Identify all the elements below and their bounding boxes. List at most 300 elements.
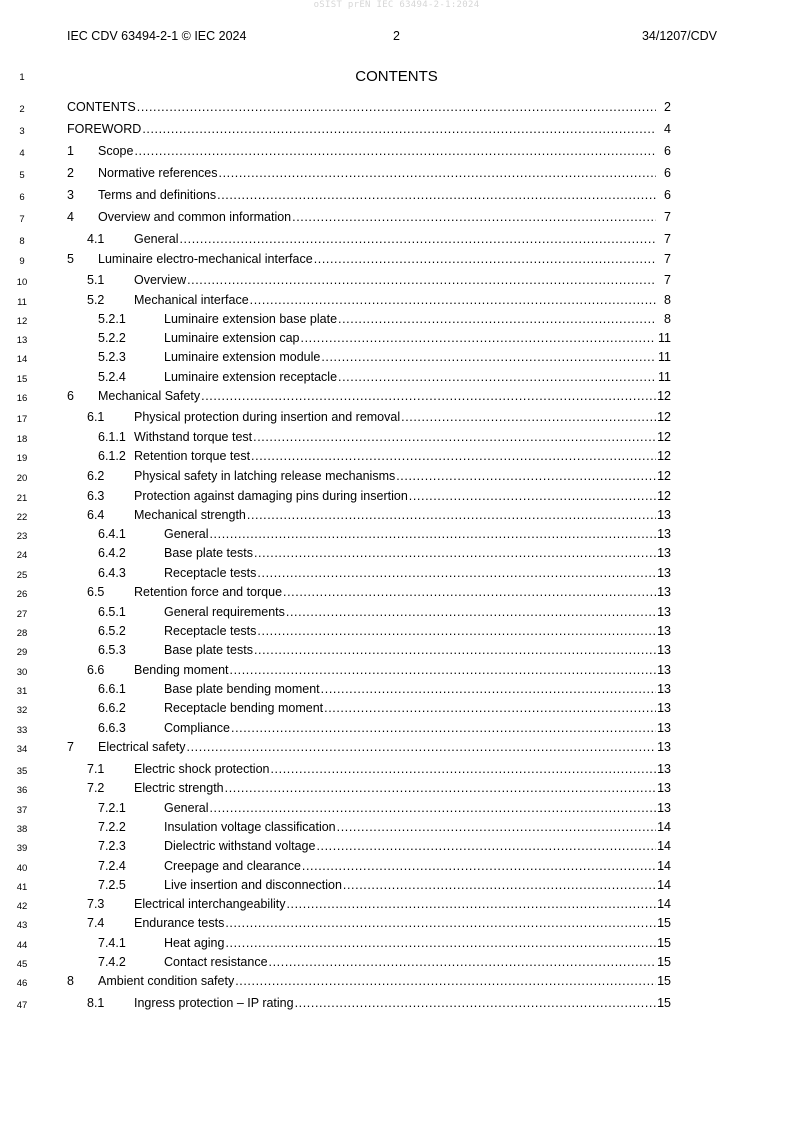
line-number: 24 — [16, 550, 28, 561]
line-number: 22 — [16, 512, 28, 523]
toc-row — [0, 820, 793, 839]
toc-dot-leader — [187, 273, 656, 287]
toc-entry-link[interactable] — [67, 273, 671, 287]
toc-entry-link[interactable] — [67, 293, 671, 307]
toc-section-number: 6.4.3 — [98, 566, 126, 580]
toc-section-number: 6.2 — [87, 469, 105, 483]
toc-dot-leader — [396, 469, 656, 483]
toc-dot-leader — [321, 350, 656, 364]
toc-section-number: 5 — [67, 252, 74, 266]
toc-section-title: Receptacle tests — [164, 624, 257, 638]
toc-dot-leader — [254, 643, 656, 657]
line-number: 26 — [16, 589, 28, 600]
toc-entry-link[interactable] — [67, 389, 671, 403]
toc-entry-link[interactable] — [67, 996, 671, 1010]
toc-row — [0, 643, 793, 662]
toc-entry-link[interactable] — [67, 781, 671, 795]
toc-dot-leader — [301, 331, 657, 345]
toc-page-number: 11 — [658, 331, 671, 345]
toc-row — [0, 566, 793, 585]
toc-section-title: Receptacle bending moment — [164, 701, 324, 715]
line-number: 1 — [19, 72, 25, 83]
line-number: 37 — [16, 805, 28, 816]
toc-section-number: 6.4 — [87, 508, 105, 522]
line-number: 20 — [16, 473, 28, 484]
toc-dot-leader — [219, 166, 657, 180]
toc-section-title: Luminaire electro-mechanical interface — [98, 252, 313, 266]
toc-entry-link[interactable] — [67, 449, 671, 463]
toc-row — [0, 188, 793, 207]
toc-section-number: 6 — [67, 389, 74, 403]
toc-row — [0, 100, 793, 119]
toc-page-number: 12 — [657, 410, 671, 424]
toc-page-number: 13 — [657, 527, 671, 541]
toc-dot-leader — [314, 252, 656, 266]
line-number: 29 — [16, 647, 28, 658]
toc-section-title: Protection against damaging pins during insertion — [134, 489, 408, 503]
toc-section-title: Retention torque test — [134, 449, 251, 463]
toc-page-number: 12 — [657, 430, 671, 444]
toc-dot-leader — [343, 878, 656, 892]
toc-dot-leader — [401, 410, 656, 424]
toc-section-title: Luminaire extension receptacle — [164, 370, 338, 384]
toc-page-number: 6 — [664, 144, 671, 158]
toc-page-number: 15 — [657, 936, 671, 950]
line-number: 46 — [16, 978, 28, 989]
toc-entry-link[interactable] — [67, 878, 671, 892]
line-number: 14 — [16, 354, 28, 365]
toc-dot-leader — [251, 449, 656, 463]
toc-page-number: 2 — [664, 100, 671, 114]
toc-section-number: 6.5 — [87, 585, 105, 599]
toc-dot-leader — [142, 122, 656, 136]
toc-section-number: 6.5.3 — [98, 643, 126, 657]
toc-section-title: Ambient condition safety — [98, 974, 235, 988]
toc-section-title: Bending moment — [134, 663, 229, 677]
toc-section-title: Withstand torque test — [134, 430, 253, 444]
toc-row — [0, 721, 793, 740]
toc-section-number: 7.3 — [87, 897, 105, 911]
toc-page-number: 8 — [664, 312, 671, 326]
line-number: 7 — [19, 214, 25, 225]
toc-page-number: 13 — [657, 643, 671, 657]
toc-dot-leader — [217, 188, 656, 202]
line-number: 28 — [16, 628, 28, 639]
toc-row — [0, 878, 793, 897]
toc-entry-link[interactable] — [67, 820, 671, 834]
toc-row — [0, 974, 793, 993]
toc-entry-link[interactable] — [67, 936, 671, 950]
toc-dot-leader — [324, 701, 656, 715]
toc-page-number: 14 — [657, 859, 671, 873]
toc-section-number: 1 — [67, 144, 74, 158]
toc-section-title: General — [134, 232, 179, 246]
line-number: 42 — [16, 901, 28, 912]
line-number: 16 — [16, 393, 28, 404]
line-number: 2 — [19, 104, 25, 115]
toc-page-number: 13 — [657, 781, 671, 795]
toc-page-number: 13 — [657, 663, 671, 677]
toc-dot-leader — [338, 370, 656, 384]
toc-row — [0, 740, 793, 759]
toc-page-number: 13 — [657, 762, 671, 776]
toc-row — [0, 682, 793, 701]
toc-dot-leader — [409, 489, 656, 503]
line-number: 34 — [16, 744, 28, 755]
toc-row — [0, 936, 793, 955]
toc-section-title: Normative references — [98, 166, 218, 180]
toc-row — [0, 624, 793, 643]
toc-row — [0, 585, 793, 604]
toc-dot-leader — [209, 527, 656, 541]
toc-entry-link[interactable] — [67, 897, 671, 911]
toc-row — [0, 955, 793, 974]
toc-section-number: 7.2.5 — [98, 878, 126, 892]
toc-section-number: 6.5.1 — [98, 605, 126, 619]
toc-dot-leader — [179, 232, 656, 246]
line-number: 10 — [16, 277, 28, 288]
toc-dot-leader — [134, 144, 656, 158]
toc-row — [0, 897, 793, 916]
toc-section-number: 7.4.1 — [98, 936, 126, 950]
toc-entry-link[interactable] — [67, 350, 671, 364]
toc-section-title: Luminaire extension cap — [164, 331, 300, 345]
toc-entry-link[interactable] — [67, 312, 671, 326]
toc-row — [0, 210, 793, 229]
toc-page-number: 13 — [657, 682, 671, 696]
watermark: oSIST prEN IEC 63494-2-1:2024 — [313, 0, 480, 10]
line-number: 43 — [16, 920, 28, 931]
toc-entry-link[interactable] — [67, 100, 671, 114]
toc-section-title: Contact resistance — [164, 955, 268, 969]
toc-page-number: 15 — [657, 955, 671, 969]
line-number: 38 — [16, 824, 28, 835]
toc-section-number: 7.2.3 — [98, 839, 126, 853]
line-number: 45 — [16, 959, 28, 970]
line-number: 5 — [19, 170, 25, 181]
line-number: 11 — [17, 297, 27, 308]
toc-section-number: 7.2.4 — [98, 859, 126, 873]
toc-dot-leader — [254, 546, 656, 560]
toc-entry-link[interactable] — [67, 508, 671, 522]
toc-section-title: Electrical interchangeability — [134, 897, 286, 911]
line-number: 18 — [16, 434, 28, 445]
toc-section-number: 5.1 — [87, 273, 105, 287]
toc-section-title: Luminaire extension base plate — [164, 312, 338, 326]
line-number: 25 — [16, 570, 28, 581]
toc-dot-leader — [338, 312, 656, 326]
toc-row — [0, 605, 793, 624]
toc-entry-link[interactable] — [67, 252, 671, 266]
toc-dot-leader — [269, 955, 656, 969]
line-number: 36 — [16, 785, 28, 796]
toc-entry-link[interactable] — [67, 410, 671, 424]
toc-section-title: Base plate bending moment — [164, 682, 320, 696]
toc-page-number: 14 — [657, 839, 671, 853]
header-document-id: IEC CDV 63494-2-1 © IEC 2024 — [67, 29, 247, 43]
line-number: 27 — [16, 609, 28, 620]
toc-section-number: 7.2.1 — [98, 801, 126, 815]
toc-entry-link[interactable] — [67, 546, 671, 560]
line-number: 6 — [19, 192, 25, 203]
toc-dot-leader — [302, 859, 656, 873]
toc-section-number: 4 — [67, 210, 74, 224]
toc-section-title: Luminaire extension module — [164, 350, 321, 364]
toc-row — [0, 331, 793, 350]
toc-dot-leader — [286, 605, 656, 619]
line-number: 47 — [16, 1000, 28, 1011]
toc-row — [0, 762, 793, 781]
toc-page-number: 15 — [657, 916, 671, 930]
toc-section-title: Ingress protection – IP rating — [134, 996, 294, 1010]
toc-dot-leader — [257, 624, 656, 638]
toc-entry-link[interactable] — [67, 974, 671, 988]
toc-dot-leader — [235, 974, 656, 988]
toc-entry-link[interactable] — [67, 955, 671, 969]
toc-row — [0, 546, 793, 565]
line-number: 39 — [16, 843, 28, 854]
toc-row — [0, 166, 793, 185]
toc-row — [0, 469, 793, 488]
toc-section-number: 7 — [67, 740, 74, 754]
line-number: 3 — [19, 126, 25, 137]
toc-entry-link[interactable] — [67, 740, 671, 754]
toc-row — [0, 508, 793, 527]
toc-entry-link[interactable] — [67, 605, 671, 619]
toc-entry-link[interactable] — [67, 643, 671, 657]
toc-page-number: 12 — [657, 469, 671, 483]
toc-row — [0, 801, 793, 820]
toc-dot-leader — [225, 916, 656, 930]
toc-row — [0, 370, 793, 389]
toc-entry-link[interactable] — [67, 489, 671, 503]
toc-dot-leader — [316, 839, 656, 853]
toc-row — [0, 430, 793, 449]
toc-entry-link[interactable] — [67, 801, 671, 815]
toc-section-title: Insulation voltage classification — [164, 820, 336, 834]
toc-entry-link[interactable] — [67, 721, 671, 735]
toc-entry-link[interactable] — [67, 166, 671, 180]
toc-section-number: 6.6.1 — [98, 682, 126, 696]
toc-section-title: Overview — [134, 273, 187, 287]
toc-section-title: Mechanical Safety — [98, 389, 201, 403]
toc-section-title: Electric shock protection — [134, 762, 270, 776]
toc-dot-leader — [230, 663, 656, 677]
toc-section-number: 6.1.1 — [98, 430, 126, 444]
toc-section-title: Live insertion and disconnection — [164, 878, 342, 892]
header-page-number: 2 — [393, 29, 400, 43]
toc-row — [0, 350, 793, 369]
toc-section-number: 6.6.3 — [98, 721, 126, 735]
line-number: 17 — [16, 414, 28, 425]
toc-entry-link[interactable] — [67, 370, 671, 384]
toc-row — [0, 859, 793, 878]
toc-row — [0, 273, 793, 292]
toc-section-title: Physical protection during insertion and removal — [134, 410, 401, 424]
toc-page-number: 4 — [664, 122, 671, 136]
toc-dot-leader — [247, 508, 656, 522]
toc-entry-link[interactable] — [67, 210, 671, 224]
line-number: 19 — [16, 453, 28, 464]
toc-entry-link[interactable] — [67, 624, 671, 638]
toc-row — [0, 781, 793, 800]
toc-page-number: 13 — [657, 740, 671, 754]
toc-section-number: 6.1.2 — [98, 449, 126, 463]
toc-dot-leader — [137, 100, 656, 114]
line-number: 4 — [19, 148, 25, 159]
toc-section-title: Electrical safety — [98, 740, 186, 754]
toc-page-number: 11 — [658, 370, 671, 384]
toc-page-number: 13 — [657, 701, 671, 715]
toc-section-number: 4.1 — [87, 232, 105, 246]
toc-dot-leader — [209, 801, 656, 815]
toc-entry-link[interactable] — [67, 232, 671, 246]
toc-entry-link[interactable] — [67, 663, 671, 677]
toc-page-number: 7 — [664, 232, 671, 246]
toc-dot-leader — [225, 781, 656, 795]
toc-section-number: 6.3 — [87, 489, 105, 503]
toc-page-number: 13 — [657, 605, 671, 619]
line-number: 23 — [16, 531, 28, 542]
toc-page-number: 12 — [657, 389, 671, 403]
toc-section-number: 5.2.1 — [98, 312, 126, 326]
toc-entry-link[interactable] — [67, 859, 671, 873]
toc-section-number: 6.4.2 — [98, 546, 126, 560]
toc-page-number: 8 — [664, 293, 671, 307]
toc-section-number: 5.2.3 — [98, 350, 126, 364]
line-number: 8 — [19, 236, 25, 247]
line-number: 15 — [16, 374, 28, 385]
toc-page-number: 14 — [657, 878, 671, 892]
toc-section-title: Terms and definitions — [98, 188, 217, 202]
line-number: 31 — [16, 686, 28, 697]
toc-page-number: 12 — [657, 449, 671, 463]
toc-dot-leader — [337, 820, 656, 834]
toc-section-title: Endurance tests — [134, 916, 225, 930]
line-number: 40 — [16, 863, 28, 874]
toc-row — [0, 527, 793, 546]
toc-section-title: Creepage and clearance — [164, 859, 301, 873]
toc-section-number: 2 — [67, 166, 74, 180]
toc-section-number: 7.2 — [87, 781, 105, 795]
page-title: CONTENTS — [355, 68, 438, 85]
toc-entry-link[interactable] — [67, 762, 671, 776]
toc-row — [0, 916, 793, 935]
toc-page-number: 12 — [657, 489, 671, 503]
toc-row — [0, 996, 793, 1015]
toc-section-number: 5.2 — [87, 293, 105, 307]
toc-section-number: 7.1 — [87, 762, 105, 776]
toc-entry-link[interactable] — [67, 122, 671, 136]
line-number: 35 — [16, 766, 28, 777]
toc-section-title: Mechanical strength — [134, 508, 246, 522]
toc-section-title: CONTENTS — [67, 100, 136, 114]
line-number: 30 — [16, 667, 28, 678]
toc-dot-leader — [253, 430, 656, 444]
toc-dot-leader — [270, 762, 656, 776]
toc-section-number: 5.2.4 — [98, 370, 126, 384]
toc-page-number: 13 — [657, 508, 671, 522]
toc-row — [0, 701, 793, 720]
toc-section-title: Receptacle tests — [164, 566, 257, 580]
toc-section-number: 6.1 — [87, 410, 105, 424]
toc-page-number: 15 — [657, 974, 671, 988]
toc-entry-link[interactable] — [67, 469, 671, 483]
line-number: 44 — [16, 940, 28, 951]
toc-section-title: Compliance — [164, 721, 231, 735]
line-number: 41 — [16, 882, 28, 893]
toc-page-number: 14 — [657, 820, 671, 834]
toc-section-title: Retention force and torque — [134, 585, 283, 599]
toc-dot-leader — [295, 996, 656, 1010]
line-number: 13 — [16, 335, 28, 346]
toc-page-number: 13 — [657, 801, 671, 815]
toc-dot-leader — [286, 897, 656, 911]
toc-section-title: FOREWORD — [67, 122, 142, 136]
toc-section-title: Base plate tests — [164, 546, 253, 560]
toc-page-number: 7 — [664, 273, 671, 287]
toc-row — [0, 312, 793, 331]
toc-page-number: 11 — [658, 350, 671, 364]
toc-entry-link[interactable] — [67, 839, 671, 853]
toc-entry-link[interactable] — [67, 188, 671, 202]
toc-entry-link[interactable] — [67, 682, 671, 696]
toc-section-number: 6.6 — [87, 663, 105, 677]
toc-entry-link[interactable] — [67, 566, 671, 580]
toc-section-number: 7.4.2 — [98, 955, 126, 969]
toc-entry-link[interactable] — [67, 527, 671, 541]
toc-dot-leader — [225, 936, 656, 950]
toc-section-title: Mechanical interface — [134, 293, 249, 307]
toc-entry-link[interactable] — [67, 331, 671, 345]
toc-section-number: 6.6.2 — [98, 701, 126, 715]
toc-entry-link[interactable] — [67, 701, 671, 715]
toc-page-number: 6 — [664, 188, 671, 202]
line-number: 12 — [16, 316, 28, 327]
toc-page-number: 13 — [657, 546, 671, 560]
toc-row — [0, 252, 793, 271]
line-number: 9 — [19, 256, 25, 267]
toc-entry-link[interactable] — [67, 585, 671, 599]
toc-section-title: General requirements — [164, 605, 285, 619]
toc-page-number: 14 — [657, 897, 671, 911]
toc-page-number: 7 — [664, 210, 671, 224]
toc-row — [0, 410, 793, 429]
toc-section-title: Base plate tests — [164, 643, 253, 657]
toc-row — [0, 663, 793, 682]
toc-page-number: 6 — [664, 166, 671, 180]
toc-row — [0, 122, 793, 141]
toc-dot-leader — [321, 682, 656, 696]
toc-section-title: General — [164, 527, 209, 541]
toc-dot-leader — [292, 210, 656, 224]
toc-entry-link[interactable] — [67, 916, 671, 930]
toc-page-number: 13 — [657, 721, 671, 735]
toc-page-number: 7 — [664, 252, 671, 266]
toc-dot-leader — [187, 740, 656, 754]
toc-row — [0, 232, 793, 251]
toc-dot-leader — [283, 585, 656, 599]
header-document-code: 34/1207/CDV — [641, 29, 717, 43]
toc-section-title: Scope — [98, 144, 134, 158]
toc-row — [0, 144, 793, 163]
toc-page-number: 13 — [657, 585, 671, 599]
toc-entry-link[interactable] — [67, 144, 671, 158]
toc-entry-link[interactable] — [67, 430, 671, 444]
toc-section-number: 7.4 — [87, 916, 105, 930]
toc-row — [0, 489, 793, 508]
toc-dot-leader — [257, 566, 656, 580]
